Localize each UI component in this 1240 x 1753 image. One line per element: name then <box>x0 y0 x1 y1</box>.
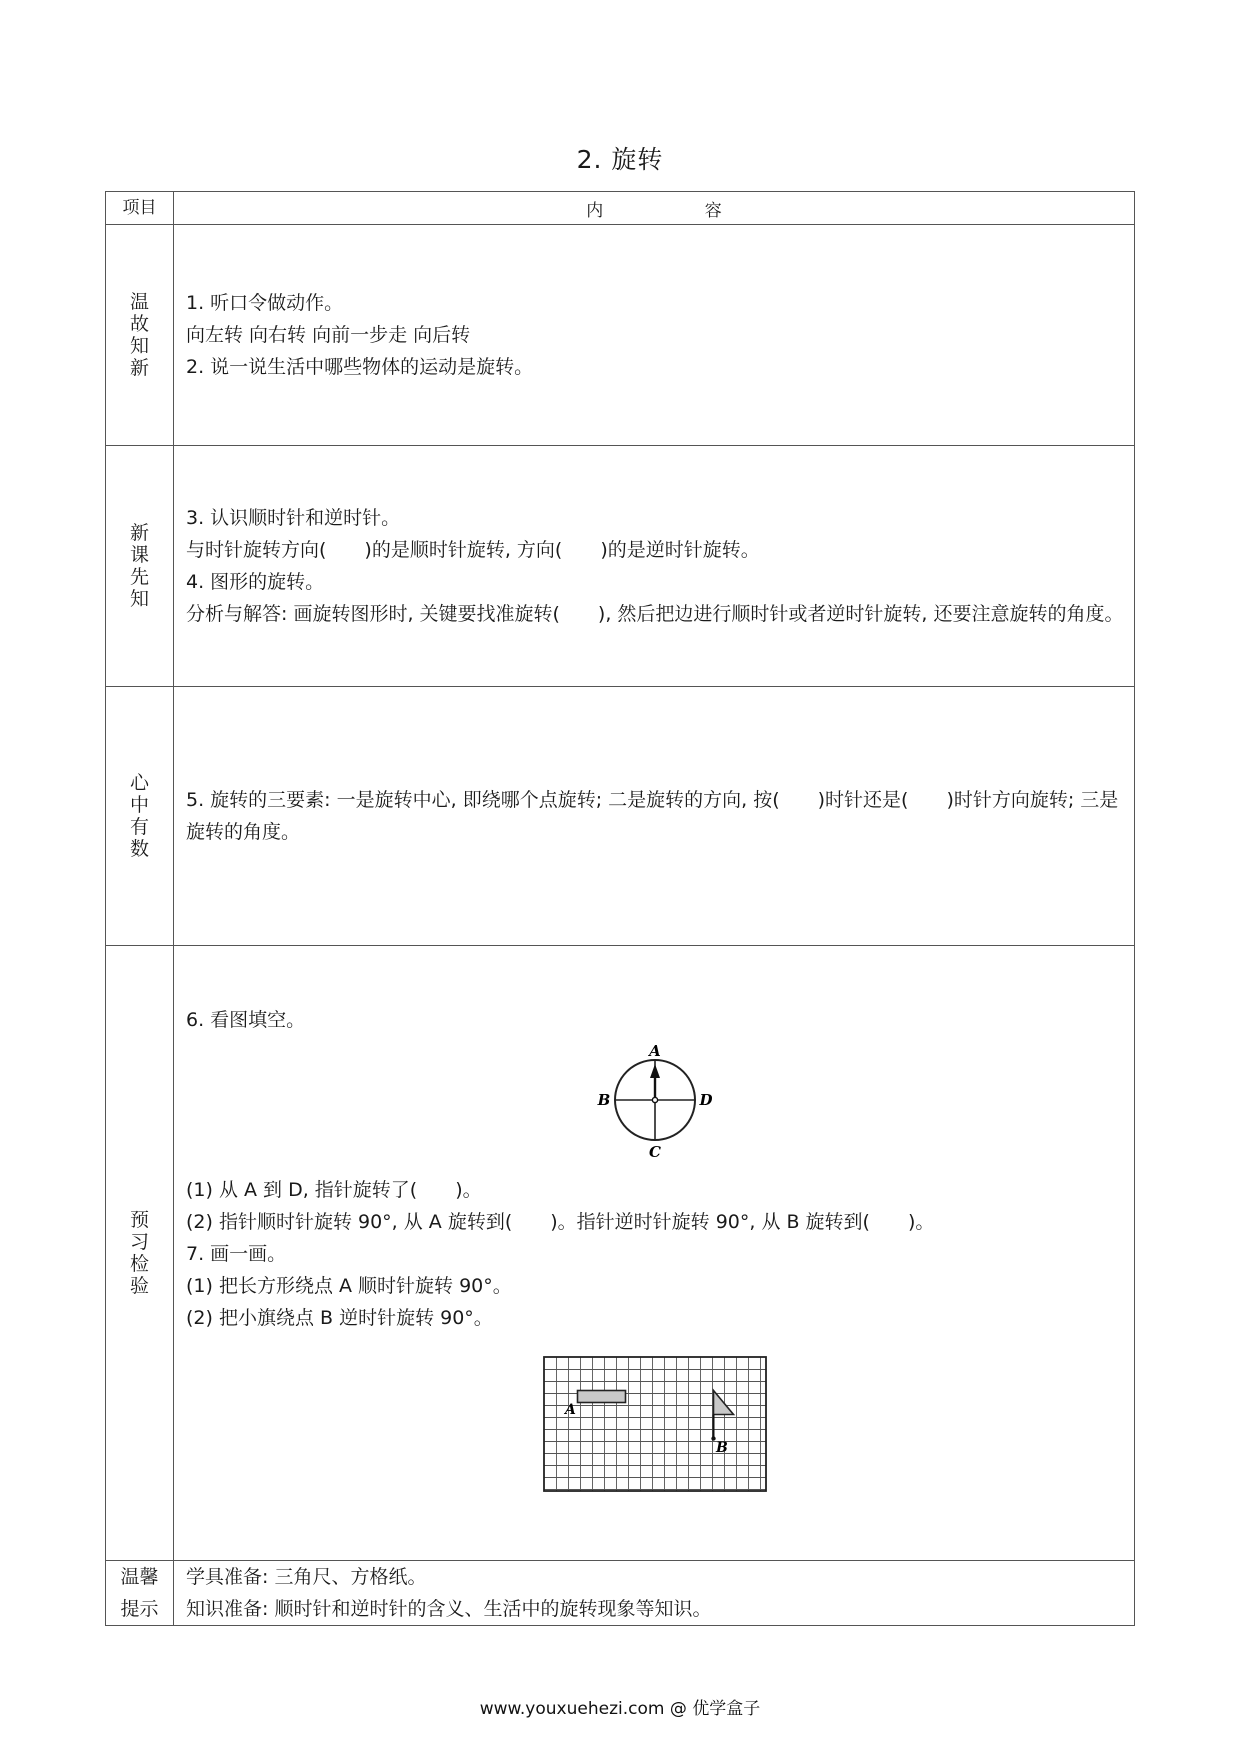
section-content <box>174 687 1135 946</box>
page-title: 2. 旋转 <box>576 145 664 174</box>
center-point <box>652 1097 657 1102</box>
grid-diagram <box>186 1356 1124 1502</box>
question-6: 6. 看图填空。 <box>186 1009 306 1031</box>
header-row <box>106 192 1135 225</box>
section-review <box>106 225 1135 446</box>
section-content <box>174 225 1135 446</box>
text-line: 5. 旋转的三要素: 一是旋转中心, 即绕哪个点旋转; 二是旋转的方向, 按( )时针还是( )时针方向旋转; 三是旋转的角度。 <box>186 789 1119 843</box>
text-line: 3. 认识顺时针和逆时针。 <box>186 507 401 529</box>
text-line: (2) 把小旗绕点 B 逆时针旋转 90°。 <box>186 1307 493 1329</box>
section-content <box>174 946 1135 1561</box>
grid-border <box>544 1357 766 1491</box>
flag-shape <box>714 1391 734 1415</box>
section-label: 温馨提示 <box>106 1561 174 1626</box>
section-label: 新课先知 <box>106 446 174 687</box>
text-line: 4. 图形的旋转。 <box>186 571 325 593</box>
text-line: 学具准备: 三角尺、方格纸。 <box>186 1566 427 1588</box>
circle-figure <box>590 1040 720 1162</box>
grid-figure <box>543 1356 767 1492</box>
section-label: 预习检验 <box>106 946 174 1561</box>
rectangle-shape <box>578 1391 626 1403</box>
section-mind <box>106 687 1135 946</box>
clock-diagram <box>186 1040 1124 1172</box>
grid-label-a: A <box>565 1402 576 1418</box>
section-check <box>106 946 1135 1561</box>
label-b: B <box>597 1091 611 1109</box>
section-new <box>106 446 1135 687</box>
section-label: 温故知新 <box>106 225 174 446</box>
section-content <box>174 1561 1135 1626</box>
text-line: 与时针旋转方向( )的是顺时针旋转, 方向( )的是逆时针旋转。 <box>186 539 760 561</box>
section-tips <box>106 1561 1135 1626</box>
text-line: (1) 从 A 到 D, 指针旋转了( )。 <box>186 1179 482 1201</box>
text-line: 向左转 向右转 向前一步走 向后转 <box>186 324 471 346</box>
text-line: (2) 指针顺时针旋转 90°, 从 A 旋转到( )。指针逆时针旋转 90°, 从 B 旋转到( )。 <box>186 1211 935 1233</box>
question-7: 7. 画一画。 <box>186 1243 287 1265</box>
section-content <box>174 446 1135 687</box>
grid-lines <box>544 1357 766 1491</box>
section-label: 心中有数 <box>106 687 174 946</box>
header-item: 项目 <box>106 192 174 225</box>
text-line: 分析与解答: 画旋转图形时, 关键要找准旋转( ), 然后把边进行顺时针或者逆时针旋转, 还要注意旋转的角度。 <box>186 603 1124 625</box>
text-line: 1. 听口令做动作。 <box>186 292 344 314</box>
label-c: C <box>649 1143 661 1161</box>
label-a: A <box>649 1042 661 1060</box>
lesson-table <box>105 191 1135 1626</box>
text-line: 2. 说一说生活中哪些物体的运动是旋转。 <box>186 356 534 378</box>
text-line: (1) 把长方形绕点 A 顺时针旋转 90°。 <box>186 1275 512 1297</box>
footer-watermark: www.youxuehezi.com @ 优学盒子 <box>479 1699 761 1719</box>
text-line: 知识准备: 顺时针和逆时针的含义、生活中的旋转现象等知识。 <box>186 1598 712 1620</box>
label-d: D <box>699 1091 713 1109</box>
header-content: 内 容 <box>174 192 1135 225</box>
grid-label-b: B <box>716 1440 728 1456</box>
pointer-arrowhead <box>650 1064 660 1078</box>
